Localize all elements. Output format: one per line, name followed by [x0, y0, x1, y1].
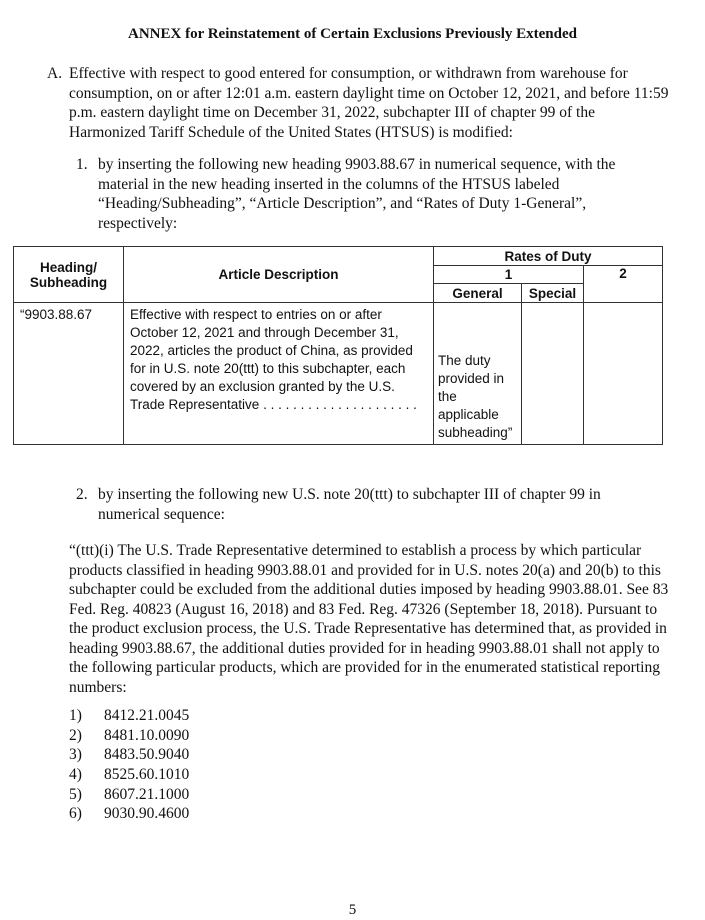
row-general-rate: The duty provided in the applicable subheading” [438, 353, 513, 440]
header-column-2: 2 [584, 266, 663, 303]
list-value: 9030.90.4600 [104, 805, 190, 823]
tariff-table [13, 246, 663, 445]
header-rates-of-duty: Rates of Duty [434, 247, 663, 266]
document-title: ANNEX for Reinstatement of Certain Exclusions Previously Extended [127, 26, 577, 42]
list-value: 8412.21.0045 [104, 707, 190, 724]
item-2-text: by inserting the following new U.S. note 20(ttt) to subchapter III of chapter 99 in numerical sequence: [98, 486, 601, 523]
list-index: 4) [69, 766, 82, 784]
page-number: 5 [348, 902, 357, 918]
list-index: 3) [69, 746, 82, 764]
note-ttt-text: “(ttt)(i) The U.S. Trade Representative determined to establish a process by which particular products classified in heading 9903.88.01 and provided for in U.S. notes 20(a) and 20(b) to this subchapter could be excluded from the additional duties imposed by heading 9903.88.01. See 83 Fed. Reg. 40823 (August 16, 2018) and 83 Fed. Reg. 47326 (September 18, 2018). Pursuant to the product exclusion process, the U.S. Trade Representative has determined that, as provided in heading 9903.88.67, the additional duties provided for in heading 9903.88.01 shall not apply to the following particular products, which are provided for in the enumerated statistical reporting numbers: [69, 542, 669, 696]
item-1-marker: 1. [76, 156, 88, 173]
list-value: 8481.10.0090 [104, 726, 190, 744]
list-index: 1) [69, 707, 82, 724]
row-article-description: Effective with respect to entries on or after October 12, 2021 and through December 31, 2022, articles the product of China, as provided for in U.S. note 20(ttt) to this subchapter, each covered by an exclusion granted by the U.S. Trade Representative . . . . . . . . . . . . . . . . . . . . . [130, 307, 417, 412]
header-column-1: 1 [434, 266, 584, 284]
row-heading: “9903.88.67 [20, 307, 93, 322]
header-heading-subheading: Heading/ Subheading [14, 247, 124, 303]
list-value: 8607.21.1000 [104, 785, 190, 803]
section-a-text: Effective with respect to good entered for consumption, or withdrawn from warehouse for consumption, on or after 12:01 a.m. eastern daylight time on October 12, 2021, and before 11:59 p.m. eastern daylight time on December 31, 2022, subchapter III of chapter 99 of the Harmonized Tariff Schedule of the United States (HTSUS) is modified: [69, 65, 669, 141]
row-special-rate [522, 303, 583, 306]
list-index: 6) [69, 805, 82, 823]
list-index: 2) [69, 726, 82, 744]
section-a-marker: A. [47, 65, 63, 82]
list-value: 8525.60.1010 [104, 766, 190, 784]
table-row [14, 303, 663, 445]
list-index: 5) [69, 785, 82, 803]
item-1-text: by inserting the following new heading 9903.88.67 in numerical sequence, with the material in the new heading inserted in the columns of the HTSUS labeled “Heading/Subheading”, “Article Description”, and “Rates of Duty 1-General”, respectively: [98, 156, 616, 232]
header-article-description: Article Description [124, 247, 434, 303]
header-general: General [434, 284, 522, 303]
list-value: 8483.50.9040 [104, 746, 190, 764]
row-column-2-rate [584, 303, 662, 306]
item-2-marker: 2. [76, 486, 88, 503]
header-special: Special [522, 284, 584, 303]
